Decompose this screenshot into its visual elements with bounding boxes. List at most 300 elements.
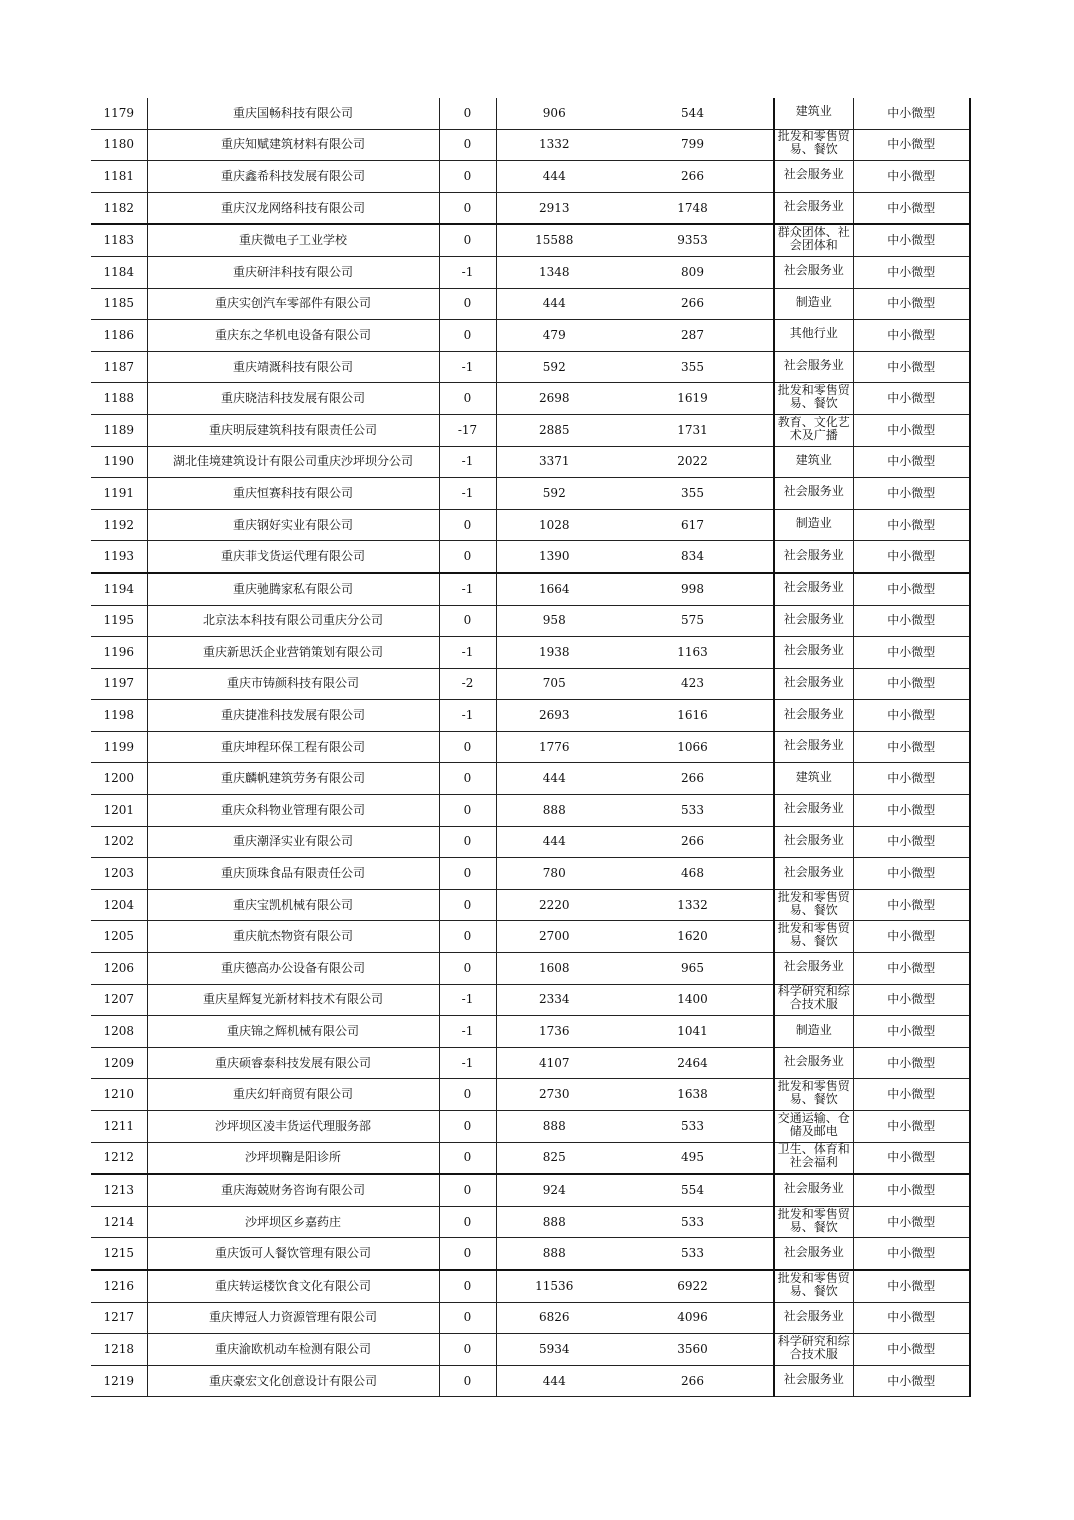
- enterprise-size-cell: 中小微型: [853, 320, 970, 352]
- enterprise-size-cell: 中小微型: [853, 1111, 970, 1143]
- company-name-cell: 重庆鑫希科技发展有限公司: [147, 161, 439, 193]
- value-2-cell: 2700: [496, 921, 612, 953]
- value-2-cell: 888: [496, 1238, 612, 1270]
- company-name-cell: 重庆靖溉科技有限公司: [147, 351, 439, 383]
- industry-cell: [774, 984, 853, 1016]
- row-number-cell: 1195: [91, 605, 147, 637]
- value-2-cell: 4107: [496, 1047, 612, 1079]
- value-1-cell: 0: [439, 921, 496, 953]
- value-1-cell: -1: [439, 1047, 496, 1079]
- table-row: [91, 414, 970, 446]
- industry-label: 科学研究和综合技术服: [777, 1334, 850, 1361]
- value-1-cell: 0: [439, 161, 496, 193]
- table-row: [91, 668, 970, 700]
- company-name-cell: 重庆知赋建筑材料有限公司: [147, 129, 439, 161]
- enterprise-size-cell: 中小微型: [853, 224, 970, 256]
- industry-label: 批发和零售贸易、餐饮: [777, 130, 850, 157]
- value-2-cell: 11536: [496, 1270, 612, 1302]
- industry-label: 社会服务业: [783, 802, 844, 816]
- value-1-cell: 0: [439, 889, 496, 921]
- value-2-cell: 705: [496, 668, 612, 700]
- table-row: [91, 858, 970, 890]
- value-2-cell: 15588: [496, 224, 612, 256]
- value-1-cell: 0: [439, 605, 496, 637]
- value-3-cell: 266: [612, 826, 774, 858]
- row-number-cell: 1186: [91, 320, 147, 352]
- value-2-cell: 479: [496, 320, 612, 352]
- industry-label: 交通运输、仓储及邮电: [777, 1111, 850, 1138]
- value-2-cell: 444: [496, 161, 612, 193]
- value-2-cell: 6826: [496, 1302, 612, 1334]
- table-row: [91, 953, 970, 985]
- value-2-cell: 1608: [496, 953, 612, 985]
- table-row: [91, 1238, 970, 1270]
- row-number-cell: 1204: [91, 889, 147, 921]
- industry-label: 群众团体、社会团体和: [777, 226, 850, 253]
- row-number-cell: 1180: [91, 129, 147, 161]
- enterprise-size-cell: 中小微型: [853, 826, 970, 858]
- row-number-cell: 1217: [91, 1302, 147, 1334]
- company-name-cell: 湖北佳境建筑设计有限公司重庆沙坪坝分公司: [147, 446, 439, 478]
- row-number-cell: 1191: [91, 478, 147, 510]
- value-1-cell: 0: [439, 383, 496, 415]
- value-2-cell: 1938: [496, 637, 612, 669]
- industry-label: 社会服务业: [783, 264, 844, 278]
- industry-cell: [774, 637, 853, 669]
- value-1-cell: -2: [439, 668, 496, 700]
- value-2-cell: 444: [496, 763, 612, 795]
- value-2-cell: 1332: [496, 129, 612, 161]
- value-2-cell: 825: [496, 1142, 612, 1174]
- value-1-cell: 0: [439, 1302, 496, 1334]
- value-3-cell: 1332: [612, 889, 774, 921]
- industry-cell: [774, 1270, 853, 1302]
- company-name-cell: 重庆恒赛科技有限公司: [147, 478, 439, 510]
- value-1-cell: 0: [439, 98, 496, 129]
- value-2-cell: 444: [496, 826, 612, 858]
- table-row: [91, 1334, 970, 1366]
- enterprise-size-cell: 中小微型: [853, 889, 970, 921]
- value-2-cell: 958: [496, 605, 612, 637]
- industry-label: 制造业: [795, 517, 832, 531]
- value-3-cell: 834: [612, 541, 774, 573]
- value-2-cell: 2913: [496, 192, 612, 224]
- industry-cell: [774, 478, 853, 510]
- industry-cell: [774, 1238, 853, 1270]
- table-row: [91, 573, 970, 605]
- industry-cell: [774, 1142, 853, 1174]
- company-name-cell: 重庆幻轩商贸有限公司: [147, 1079, 439, 1111]
- company-name-cell: 重庆汉龙网络科技有限公司: [147, 192, 439, 224]
- value-1-cell: 0: [439, 1365, 496, 1397]
- row-number-cell: 1190: [91, 446, 147, 478]
- industry-cell: [774, 509, 853, 541]
- value-1-cell: 0: [439, 192, 496, 224]
- industry-cell: [774, 858, 853, 890]
- row-number-cell: 1196: [91, 637, 147, 669]
- industry-cell: [774, 889, 853, 921]
- value-3-cell: 533: [612, 1238, 774, 1270]
- company-name-cell: 重庆新思沃企业营销策划有限公司: [147, 637, 439, 669]
- value-2-cell: 1390: [496, 541, 612, 573]
- enterprise-size-cell: 中小微型: [853, 700, 970, 732]
- value-1-cell: -1: [439, 478, 496, 510]
- industry-label: 社会服务业: [783, 1245, 844, 1259]
- value-3-cell: 495: [612, 1142, 774, 1174]
- value-1-cell: -1: [439, 1016, 496, 1048]
- value-1-cell: 0: [439, 763, 496, 795]
- company-name-cell: 重庆钢好实业有限公司: [147, 509, 439, 541]
- enterprise-size-cell: 中小微型: [853, 1365, 970, 1397]
- table-row: [91, 984, 970, 1016]
- industry-label: 社会服务业: [783, 1055, 844, 1069]
- enterprise-size-cell: 中小微型: [853, 1047, 970, 1079]
- value-1-cell: 0: [439, 731, 496, 763]
- row-number-cell: 1203: [91, 858, 147, 890]
- value-3-cell: 533: [612, 1206, 774, 1238]
- value-2-cell: 1028: [496, 509, 612, 541]
- company-name-cell: 沙坪坝区乡嘉药庄: [147, 1206, 439, 1238]
- company-name-cell: 重庆众科物业管理有限公司: [147, 795, 439, 827]
- value-2-cell: 2220: [496, 889, 612, 921]
- value-3-cell: 554: [612, 1174, 774, 1206]
- enterprise-size-cell: 中小微型: [853, 1174, 970, 1206]
- enterprise-size-cell: 中小微型: [853, 1206, 970, 1238]
- industry-label: 社会服务业: [783, 960, 844, 974]
- industry-cell: [774, 826, 853, 858]
- value-2-cell: 924: [496, 1174, 612, 1206]
- row-number-cell: 1192: [91, 509, 147, 541]
- value-3-cell: 544: [612, 98, 774, 129]
- table-row: [91, 700, 970, 732]
- value-2-cell: 1776: [496, 731, 612, 763]
- table-row: [91, 351, 970, 383]
- value-3-cell: 1400: [612, 984, 774, 1016]
- row-number-cell: 1193: [91, 541, 147, 573]
- company-name-cell: 重庆德高办公设备有限公司: [147, 953, 439, 985]
- industry-label: 其他行业: [789, 327, 838, 341]
- industry-label: 建筑业: [795, 105, 832, 119]
- enterprise-size-cell: 中小微型: [853, 351, 970, 383]
- value-3-cell: 266: [612, 1365, 774, 1397]
- value-1-cell: -1: [439, 446, 496, 478]
- company-name-cell: 重庆渝欧机动车检测有限公司: [147, 1334, 439, 1366]
- company-name-cell: 重庆豪宏文化创意设计有限公司: [147, 1365, 439, 1397]
- value-3-cell: 287: [612, 320, 774, 352]
- value-1-cell: 0: [439, 1142, 496, 1174]
- industry-label: 科学研究和综合技术服: [777, 985, 850, 1012]
- industry-cell: [774, 288, 853, 320]
- value-3-cell: 355: [612, 351, 774, 383]
- value-1-cell: 0: [439, 1206, 496, 1238]
- table-row: [91, 795, 970, 827]
- enterprise-size-cell: 中小微型: [853, 161, 970, 193]
- value-3-cell: 617: [612, 509, 774, 541]
- row-number-cell: 1215: [91, 1238, 147, 1270]
- enterprise-size-cell: 中小微型: [853, 478, 970, 510]
- industry-cell: [774, 256, 853, 288]
- value-3-cell: 1616: [612, 700, 774, 732]
- table-row: [91, 1270, 970, 1302]
- value-2-cell: 2730: [496, 1079, 612, 1111]
- value-3-cell: 266: [612, 763, 774, 795]
- value-3-cell: 1620: [612, 921, 774, 953]
- industry-cell: [774, 700, 853, 732]
- value-3-cell: 1638: [612, 1079, 774, 1111]
- table-row: [91, 288, 970, 320]
- industry-label: 批发和零售贸易、餐饮: [777, 384, 850, 411]
- table-row: [91, 1365, 970, 1397]
- value-1-cell: 0: [439, 224, 496, 256]
- row-number-cell: 1189: [91, 414, 147, 446]
- enterprise-size-cell: 中小微型: [853, 763, 970, 795]
- value-2-cell: 592: [496, 478, 612, 510]
- enterprise-size-cell: 中小微型: [853, 1302, 970, 1334]
- value-3-cell: 2464: [612, 1047, 774, 1079]
- company-name-cell: 重庆坤程环保工程有限公司: [147, 731, 439, 763]
- industry-cell: [774, 224, 853, 256]
- value-3-cell: 4096: [612, 1302, 774, 1334]
- company-name-cell: 重庆顶珠食品有限责任公司: [147, 858, 439, 890]
- industry-label: 制造业: [795, 295, 832, 309]
- value-2-cell: 2885: [496, 414, 612, 446]
- industry-cell: [774, 1206, 853, 1238]
- enterprise-size-cell: 中小微型: [853, 1079, 970, 1111]
- row-number-cell: 1184: [91, 256, 147, 288]
- value-3-cell: 575: [612, 605, 774, 637]
- enterprise-size-cell: 中小微型: [853, 383, 970, 415]
- company-name-cell: 重庆航杰物资有限公司: [147, 921, 439, 953]
- value-3-cell: 533: [612, 795, 774, 827]
- value-3-cell: 1731: [612, 414, 774, 446]
- value-3-cell: 355: [612, 478, 774, 510]
- row-number-cell: 1183: [91, 224, 147, 256]
- value-3-cell: 423: [612, 668, 774, 700]
- industry-label: 社会服务业: [783, 707, 844, 721]
- row-number-cell: 1216: [91, 1270, 147, 1302]
- industry-cell: [774, 1016, 853, 1048]
- table-row: [91, 161, 970, 193]
- table-row: [91, 1079, 970, 1111]
- industry-label: 社会服务业: [783, 485, 844, 499]
- industry-label: 批发和零售贸易、餐饮: [777, 922, 850, 949]
- company-name-cell: 重庆明辰建筑科技有限责任公司: [147, 414, 439, 446]
- table-row: [91, 192, 970, 224]
- value-1-cell: -1: [439, 984, 496, 1016]
- row-number-cell: 1198: [91, 700, 147, 732]
- row-number-cell: 1207: [91, 984, 147, 1016]
- table-row: [91, 1047, 970, 1079]
- enterprise-size-cell: 中小微型: [853, 637, 970, 669]
- industry-label: 社会服务业: [783, 581, 844, 595]
- value-1-cell: 0: [439, 1270, 496, 1302]
- value-1-cell: 0: [439, 826, 496, 858]
- row-number-cell: 1214: [91, 1206, 147, 1238]
- row-number-cell: 1219: [91, 1365, 147, 1397]
- company-name-cell: 重庆星辉复光新材料技术有限公司: [147, 984, 439, 1016]
- company-name-cell: 重庆捷准科技发展有限公司: [147, 700, 439, 732]
- table-row: [91, 921, 970, 953]
- row-number-cell: 1202: [91, 826, 147, 858]
- table-row: [91, 605, 970, 637]
- table-row: [91, 1016, 970, 1048]
- industry-label: 批发和零售贸易、餐饮: [777, 1271, 850, 1298]
- company-name-cell: 重庆晓洁科技发展有限公司: [147, 383, 439, 415]
- table-row: [91, 478, 970, 510]
- table-row: [91, 637, 970, 669]
- value-1-cell: 0: [439, 288, 496, 320]
- table-row: [91, 1111, 970, 1143]
- industry-cell: [774, 446, 853, 478]
- enterprise-size-cell: 中小微型: [853, 541, 970, 573]
- row-number-cell: 1210: [91, 1079, 147, 1111]
- value-2-cell: 888: [496, 1206, 612, 1238]
- industry-label: 社会服务业: [783, 1182, 844, 1196]
- row-number-cell: 1211: [91, 1111, 147, 1143]
- value-3-cell: 799: [612, 129, 774, 161]
- table-row: [91, 98, 970, 129]
- value-1-cell: 0: [439, 1238, 496, 1270]
- row-number-cell: 1185: [91, 288, 147, 320]
- value-1-cell: -1: [439, 573, 496, 605]
- value-2-cell: 5934: [496, 1334, 612, 1366]
- enterprise-size-cell: 中小微型: [853, 605, 970, 637]
- industry-label: 社会服务业: [783, 1373, 844, 1387]
- table-row: [91, 889, 970, 921]
- value-3-cell: 2022: [612, 446, 774, 478]
- enterprise-size-cell: 中小微型: [853, 446, 970, 478]
- table-row: [91, 256, 970, 288]
- industry-label: 社会服务业: [783, 168, 844, 182]
- row-number-cell: 1218: [91, 1334, 147, 1366]
- row-number-cell: 1200: [91, 763, 147, 795]
- industry-cell: [774, 668, 853, 700]
- enterprise-size-cell: 中小微型: [853, 921, 970, 953]
- row-number-cell: 1206: [91, 953, 147, 985]
- table-row: [91, 763, 970, 795]
- value-2-cell: 592: [496, 351, 612, 383]
- company-name-cell: 重庆饭可人餐饮管理有限公司: [147, 1238, 439, 1270]
- industry-cell: [774, 541, 853, 573]
- industry-cell: [774, 414, 853, 446]
- value-2-cell: 1348: [496, 256, 612, 288]
- industry-cell: [774, 1302, 853, 1334]
- industry-label: 制造业: [795, 1023, 832, 1037]
- industry-label: 批发和零售贸易、餐饮: [777, 1080, 850, 1107]
- industry-cell: [774, 573, 853, 605]
- value-3-cell: 533: [612, 1111, 774, 1143]
- value-1-cell: 0: [439, 1079, 496, 1111]
- table-row: [91, 731, 970, 763]
- data-table: [91, 98, 971, 1397]
- row-number-cell: 1188: [91, 383, 147, 415]
- industry-cell: [774, 129, 853, 161]
- row-number-cell: 1213: [91, 1174, 147, 1206]
- industry-cell: [774, 383, 853, 415]
- value-2-cell: 906: [496, 98, 612, 129]
- industry-cell: [774, 192, 853, 224]
- industry-cell: [774, 98, 853, 129]
- value-3-cell: 1041: [612, 1016, 774, 1048]
- industry-label: 社会服务业: [783, 865, 844, 879]
- value-1-cell: 0: [439, 1174, 496, 1206]
- company-name-cell: 重庆菲戈货运代理有限公司: [147, 541, 439, 573]
- enterprise-size-cell: 中小微型: [853, 953, 970, 985]
- enterprise-size-cell: 中小微型: [853, 98, 970, 129]
- value-3-cell: 3560: [612, 1334, 774, 1366]
- enterprise-size-cell: 中小微型: [853, 1142, 970, 1174]
- value-3-cell: 1619: [612, 383, 774, 415]
- value-2-cell: 3371: [496, 446, 612, 478]
- industry-label: 批发和零售贸易、餐饮: [777, 890, 850, 917]
- industry-label: 社会服务业: [783, 359, 844, 373]
- enterprise-size-cell: 中小微型: [853, 256, 970, 288]
- industry-cell: [774, 953, 853, 985]
- company-name-cell: 沙坪坝鞠是阳诊所: [147, 1142, 439, 1174]
- table-row: [91, 129, 970, 161]
- company-name-cell: 重庆国畅科技有限公司: [147, 98, 439, 129]
- enterprise-size-cell: 中小微型: [853, 668, 970, 700]
- company-name-cell: 重庆锦之辉机械有限公司: [147, 1016, 439, 1048]
- industry-cell: [774, 605, 853, 637]
- industry-cell: [774, 161, 853, 193]
- enterprise-size-cell: 中小微型: [853, 858, 970, 890]
- industry-cell: [774, 1334, 853, 1366]
- row-number-cell: 1197: [91, 668, 147, 700]
- industry-cell: [774, 1174, 853, 1206]
- industry-label: 社会服务业: [783, 612, 844, 626]
- company-name-cell: 重庆海兢财务咨询有限公司: [147, 1174, 439, 1206]
- table-row: [91, 1206, 970, 1238]
- table-row: [91, 224, 970, 256]
- value-2-cell: 444: [496, 1365, 612, 1397]
- value-1-cell: 0: [439, 320, 496, 352]
- table-row: [91, 826, 970, 858]
- table-row: [91, 1302, 970, 1334]
- row-number-cell: 1199: [91, 731, 147, 763]
- value-3-cell: 266: [612, 161, 774, 193]
- company-name-cell: 重庆微电子工业学校: [147, 224, 439, 256]
- row-number-cell: 1187: [91, 351, 147, 383]
- industry-label: 建筑业: [795, 453, 832, 467]
- industry-cell: [774, 1079, 853, 1111]
- company-name-cell: 重庆研沣科技有限公司: [147, 256, 439, 288]
- industry-label: 社会服务业: [783, 675, 844, 689]
- value-2-cell: 444: [496, 288, 612, 320]
- company-name-cell: 重庆麟帆建筑劳务有限公司: [147, 763, 439, 795]
- row-number-cell: 1182: [91, 192, 147, 224]
- industry-label: 社会服务业: [783, 200, 844, 214]
- company-name-cell: 重庆转运楼饮食文化有限公司: [147, 1270, 439, 1302]
- value-1-cell: 0: [439, 541, 496, 573]
- industry-label: 社会服务业: [783, 644, 844, 658]
- enterprise-size-cell: 中小微型: [853, 288, 970, 320]
- value-1-cell: -17: [439, 414, 496, 446]
- value-3-cell: 9353: [612, 224, 774, 256]
- enterprise-size-cell: 中小微型: [853, 1016, 970, 1048]
- industry-label: 建筑业: [795, 770, 832, 784]
- enterprise-size-cell: 中小微型: [853, 573, 970, 605]
- industry-label: 社会服务业: [783, 739, 844, 753]
- value-1-cell: 0: [439, 1334, 496, 1366]
- value-1-cell: 0: [439, 953, 496, 985]
- table-row: [91, 541, 970, 573]
- industry-label: 批发和零售贸易、餐饮: [777, 1207, 850, 1234]
- value-3-cell: 468: [612, 858, 774, 890]
- enterprise-size-cell: 中小微型: [853, 192, 970, 224]
- row-number-cell: 1194: [91, 573, 147, 605]
- enterprise-size-cell: 中小微型: [853, 731, 970, 763]
